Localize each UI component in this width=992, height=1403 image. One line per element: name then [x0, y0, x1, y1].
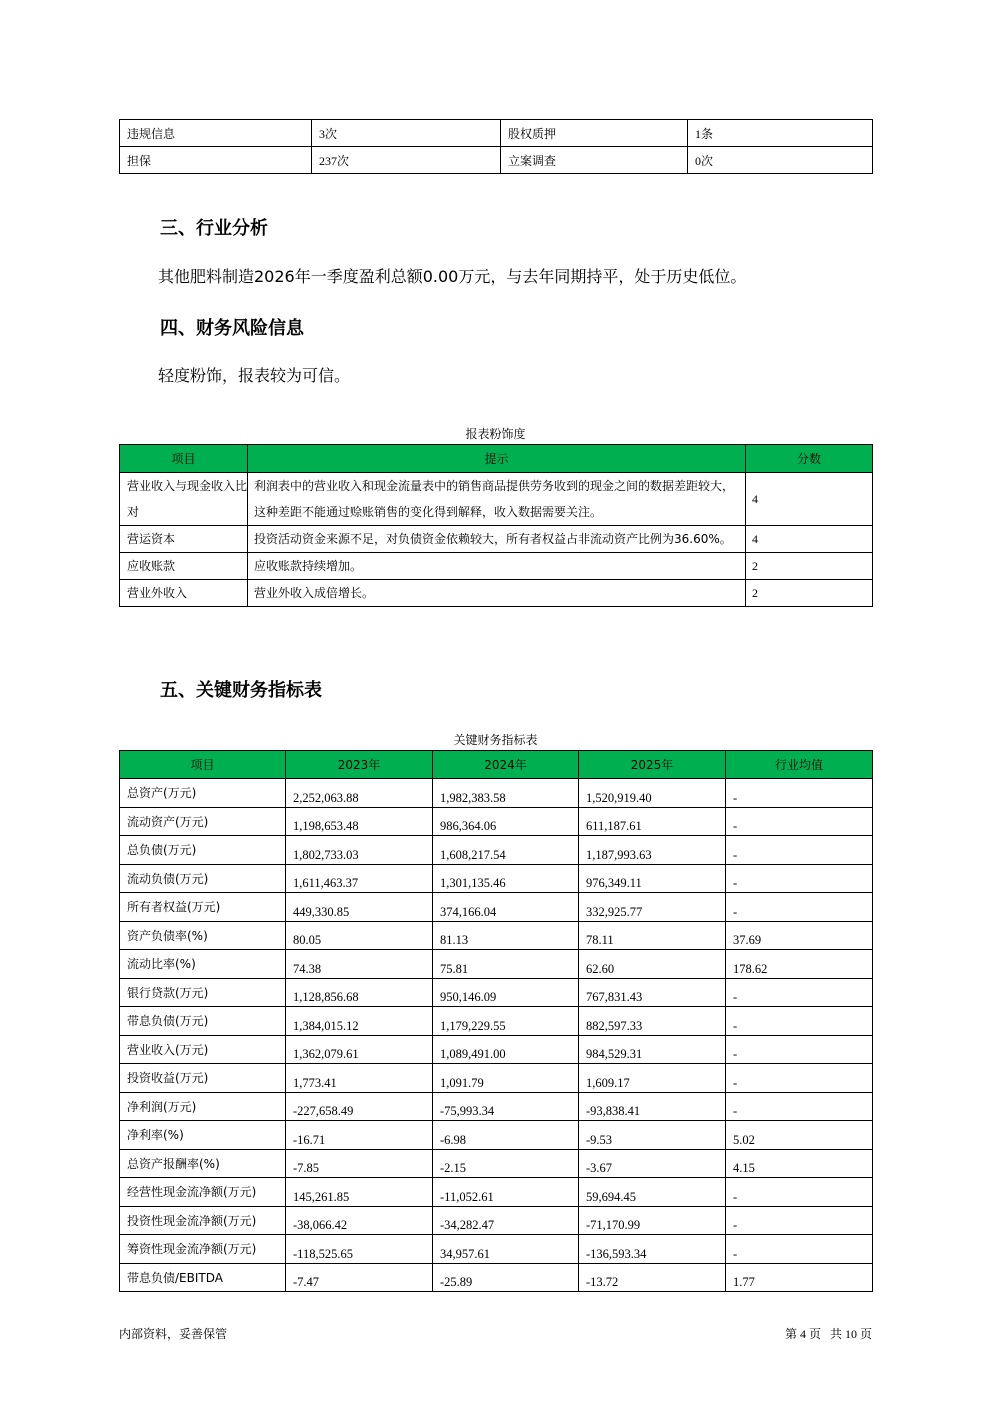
score-cell: 4 [746, 526, 873, 553]
metric-name: 投资收益(万元) [120, 1064, 286, 1093]
column-header: 2025年 [579, 751, 726, 779]
metric-value: 1,179,229.55 [433, 1007, 579, 1036]
score-cell: 2 [746, 580, 873, 607]
metric-name: 营业收入(万元) [120, 1035, 286, 1064]
metric-value: 74.38 [286, 950, 433, 979]
metric-name: 带息负债/EBITDA [120, 1263, 286, 1292]
metric-name: 净利率(%) [120, 1121, 286, 1150]
metric-value: -38,066.42 [286, 1206, 433, 1235]
metric-value: 5.02 [726, 1121, 873, 1150]
risk-info-table [119, 119, 873, 174]
metric-value: - [726, 1064, 873, 1093]
metric-value: 449,330.85 [286, 893, 433, 922]
table-row [120, 1206, 873, 1235]
table-row [120, 893, 873, 922]
metric-value: -71,170.99 [579, 1206, 726, 1235]
metric-name: 总资产(万元) [120, 779, 286, 808]
metric-value: 984,529.31 [579, 1035, 726, 1064]
table-row [120, 526, 873, 553]
metric-value: -2.15 [433, 1149, 579, 1178]
table-row [120, 120, 873, 147]
table-row [120, 950, 873, 979]
table-row [120, 807, 873, 836]
metric-value: -3.67 [579, 1149, 726, 1178]
key-financials-caption: 关键财务指标表 [453, 733, 538, 747]
column-header: 提示 [248, 445, 746, 473]
metric-value: -118,525.65 [286, 1235, 433, 1264]
metric-name: 带息负债(万元) [120, 1007, 286, 1036]
metric-name: 流动资产(万元) [120, 807, 286, 836]
item-cell: 营业收入与现金收入比对 [120, 473, 248, 526]
metric-value: 4.15 [726, 1149, 873, 1178]
table-row [120, 1235, 873, 1264]
metric-value: - [726, 893, 873, 922]
metric-value: - [726, 807, 873, 836]
hint-cell: 投资活动资金来源不足，对负债资金依赖较大，所有者权益占非流动资产比例为36.60%。 [248, 526, 746, 553]
metric-name: 总资产报酬率(%) [120, 1149, 286, 1178]
metric-value: 1,384,015.12 [286, 1007, 433, 1036]
metric-value: -34,282.47 [433, 1206, 579, 1235]
metric-value: 374,166.04 [433, 893, 579, 922]
table-row [120, 779, 873, 808]
metric-name: 总负债(万元) [120, 836, 286, 865]
table-row [120, 836, 873, 865]
risk-value: 237次 [312, 147, 501, 174]
table-row [120, 580, 873, 607]
metric-value: 1,128,856.68 [286, 978, 433, 1007]
metric-value: - [726, 864, 873, 893]
item-cell: 营运资本 [120, 526, 248, 553]
metric-value: 1,301,135.46 [433, 864, 579, 893]
section5-heading: 五、关键财务指标表 [160, 680, 322, 701]
table-row [120, 978, 873, 1007]
metric-value: -16.71 [286, 1121, 433, 1150]
risk-value: 0次 [688, 147, 873, 174]
risk-label: 立案调查 [501, 147, 688, 174]
metric-name: 资产负债率(%) [120, 921, 286, 950]
column-header: 分数 [746, 445, 873, 473]
column-header: 2024年 [433, 751, 579, 779]
metric-value: - [726, 1235, 873, 1264]
metric-name: 流动比率(%) [120, 950, 286, 979]
hint-cell: 利润表中的营业收入和现金流量表中的销售商品提供劳务收到的现金之间的数据差距较大，这种差距不能通过赊账销售的变化得到解释，收入数据需要关注。 [248, 473, 746, 526]
metric-name: 银行贷款(万元) [120, 978, 286, 1007]
column-header: 2023年 [286, 751, 433, 779]
metric-value: 78.11 [579, 921, 726, 950]
table-row [120, 1121, 873, 1150]
table-row [120, 147, 873, 174]
metric-name: 投资性现金流净额(万元) [120, 1206, 286, 1235]
metric-value: -7.47 [286, 1263, 433, 1292]
table-row [120, 1092, 873, 1121]
table-row [120, 553, 873, 580]
risk-value: 1条 [688, 120, 873, 147]
table-row [120, 473, 873, 526]
metric-value: 2,252,063.88 [286, 779, 433, 808]
metric-value: - [726, 1007, 873, 1036]
metric-value: 1,982,383.58 [433, 779, 579, 808]
metric-value: 62.60 [579, 950, 726, 979]
metric-value: 178.62 [726, 950, 873, 979]
table-row [120, 1149, 873, 1178]
metric-name: 筹资性现金流净额(万元) [120, 1235, 286, 1264]
item-cell: 营业外收入 [120, 580, 248, 607]
metric-value: 1,608,217.54 [433, 836, 579, 865]
metric-value: - [726, 978, 873, 1007]
section3-heading: 三、行业分析 [160, 218, 268, 239]
metric-value: 1.77 [726, 1263, 873, 1292]
table-row [120, 1007, 873, 1036]
footer-page-number: 第 4 页 共 10 页 [784, 1327, 872, 1341]
metric-value: 1,089,491.00 [433, 1035, 579, 1064]
risk-label: 担保 [120, 147, 312, 174]
risk-label: 违规信息 [120, 120, 312, 147]
score-cell: 4 [746, 473, 873, 526]
metric-value: 75.81 [433, 950, 579, 979]
metric-value: -93,838.41 [579, 1092, 726, 1121]
table-row [120, 1035, 873, 1064]
metric-value: - [726, 836, 873, 865]
hint-cell: 应收账款持续增加。 [248, 553, 746, 580]
metric-name: 净利润(万元) [120, 1092, 286, 1121]
metric-value: 976,349.11 [579, 864, 726, 893]
metric-value: 145,261.85 [286, 1178, 433, 1207]
metric-value: - [726, 1035, 873, 1064]
metric-name: 流动负债(万元) [120, 864, 286, 893]
metric-value: 1,362,079.61 [286, 1035, 433, 1064]
metric-value: -7.85 [286, 1149, 433, 1178]
metric-value: 1,198,653.48 [286, 807, 433, 836]
score-cell: 2 [746, 553, 873, 580]
risk-value: 3次 [312, 120, 501, 147]
risk-label: 股权质押 [501, 120, 688, 147]
metric-value: 1,609.17 [579, 1064, 726, 1093]
window-dressing-table [119, 444, 873, 607]
section4-text: 轻度粉饰，报表较为可信。 [158, 366, 351, 385]
metric-value: - [726, 1206, 873, 1235]
section3-text: 其他肥料制造2026年一季度盈利总额0.00万元，与去年同期持平，处于历史低位。 [158, 267, 747, 286]
metric-name: 经营性现金流净额(万元) [120, 1178, 286, 1207]
table-row [120, 1064, 873, 1093]
metric-value: 80.05 [286, 921, 433, 950]
window-dressing-caption: 报表粉饰度 [465, 427, 526, 441]
metric-value: 611,187.61 [579, 807, 726, 836]
metric-value: 1,611,463.37 [286, 864, 433, 893]
table-row [120, 1263, 873, 1292]
metric-value: -11,052.61 [433, 1178, 579, 1207]
table-row [120, 864, 873, 893]
metric-value: 1,520,919.40 [579, 779, 726, 808]
metric-value: 1,187,993.63 [579, 836, 726, 865]
metric-value: -9.53 [579, 1121, 726, 1150]
metric-value: 1,773.41 [286, 1064, 433, 1093]
metric-value: 950,146.09 [433, 978, 579, 1007]
item-cell: 应收账款 [120, 553, 248, 580]
metric-value: 59,694.45 [579, 1178, 726, 1207]
metric-value: - [726, 1178, 873, 1207]
metric-name: 所有者权益(万元) [120, 893, 286, 922]
metric-value: -13.72 [579, 1263, 726, 1292]
metric-value: 37.69 [726, 921, 873, 950]
metric-value: 986,364.06 [433, 807, 579, 836]
footer-left: 内部资料，妥善保管 [119, 1327, 228, 1341]
metric-value: 882,597.33 [579, 1007, 726, 1036]
metric-value: -136,593.34 [579, 1235, 726, 1264]
column-header: 项目 [120, 751, 286, 779]
metric-value: -227,658.49 [286, 1092, 433, 1121]
metric-value: 332,925.77 [579, 893, 726, 922]
metric-value: 81.13 [433, 921, 579, 950]
metric-value: - [726, 779, 873, 808]
table-row [120, 1178, 873, 1207]
column-header: 项目 [120, 445, 248, 473]
section4-heading: 四、财务风险信息 [160, 318, 304, 339]
metric-value: -75,993.34 [433, 1092, 579, 1121]
metric-value: 1,802,733.03 [286, 836, 433, 865]
metric-value: 34,957.61 [433, 1235, 579, 1264]
metric-value: -25.89 [433, 1263, 579, 1292]
metric-value: - [726, 1092, 873, 1121]
metric-value: -6.98 [433, 1121, 579, 1150]
hint-cell: 营业外收入成倍增长。 [248, 580, 746, 607]
column-header: 行业均值 [726, 751, 873, 779]
metric-value: 767,831.43 [579, 978, 726, 1007]
metric-value: 1,091.79 [433, 1064, 579, 1093]
table-row [120, 921, 873, 950]
key-financials-table [119, 750, 873, 1292]
